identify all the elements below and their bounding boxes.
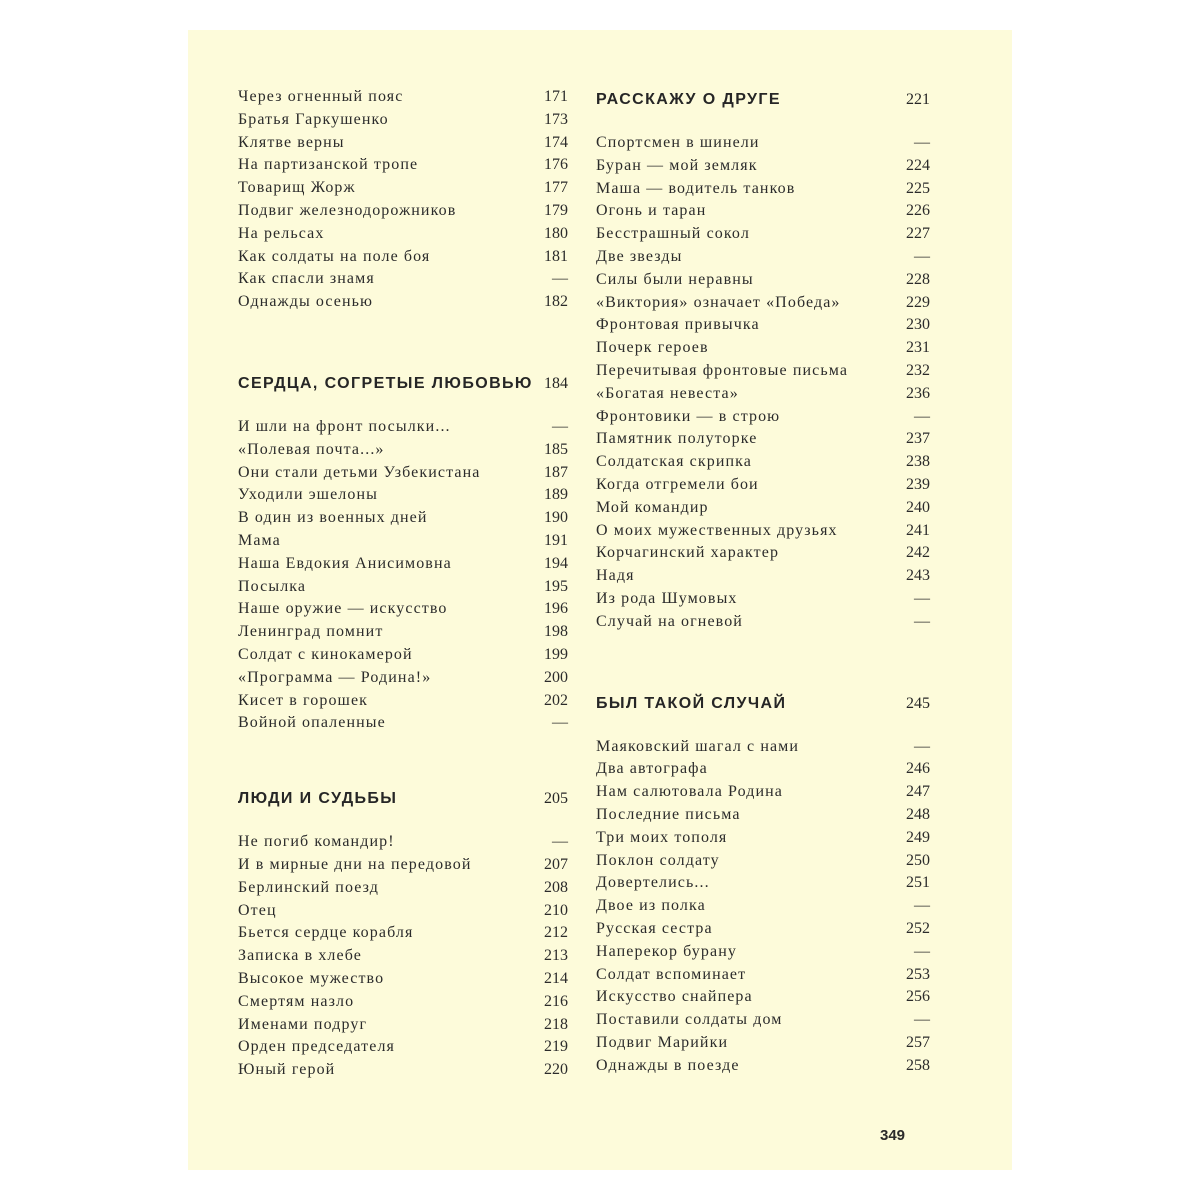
page-ref: 249 (906, 828, 930, 846)
page-ref: 221 (906, 91, 930, 108)
page-ref: 213 (544, 947, 568, 965)
page-ref: 245 (906, 694, 930, 712)
entry-title: Почерк героев (596, 339, 709, 357)
section-gap (596, 636, 930, 692)
page-ref: 246 (906, 760, 930, 778)
page-ref: 216 (544, 992, 568, 1010)
toc-entry (238, 833, 568, 850)
page-ref: 180 (544, 224, 568, 242)
toc-entry (238, 134, 568, 151)
toc-entry (596, 544, 930, 561)
entry-title: Через огненный пояс (238, 88, 404, 105)
page-ref: 247 (906, 783, 930, 801)
section-gap (238, 737, 568, 787)
toc-entry (596, 988, 930, 1005)
page-ref: 224 (906, 156, 930, 174)
entry-title: Они стали детьми Узбекистана (238, 463, 481, 481)
entry-title: Спортсмен в шинели (596, 134, 760, 151)
entry-title: Солдатская скрипка (596, 453, 752, 471)
page-ref: 225 (906, 179, 930, 197)
entry-title: Маяковский шагал с нами (596, 737, 800, 755)
page-ref: 205 (544, 790, 568, 808)
toc-entry (596, 202, 930, 219)
entry-title: Три моих тополя (596, 828, 728, 846)
toc-entry (238, 902, 568, 919)
page-ref: — (552, 833, 568, 851)
toc-section-heading (596, 692, 930, 715)
page-ref: — (914, 407, 930, 425)
toc-entry (596, 567, 930, 584)
page-ref: 231 (906, 339, 930, 357)
toc-entry (596, 499, 930, 516)
page-ref: 220 (544, 1061, 568, 1079)
page-ref: 257 (906, 1033, 930, 1051)
entry-title: Два автографа (596, 760, 708, 778)
page-ref: 199 (544, 645, 568, 663)
entry-title: Маша — водитель танков (596, 179, 796, 197)
toc-section-heading (238, 372, 568, 395)
page-ref: — (914, 612, 930, 630)
entry-title: И в мирные дни на передовой (238, 855, 472, 873)
entry-title: Записка в хлебе (238, 947, 362, 965)
page-ref: 200 (544, 668, 568, 686)
entry-title: Перечитывая фронтовые письма (596, 361, 849, 379)
toc-entry (596, 613, 930, 630)
page-ref: 248 (906, 805, 930, 823)
toc-entry (596, 476, 930, 493)
page-ref: 239 (906, 475, 930, 493)
toc-entry (238, 879, 568, 896)
page-number: 349 (880, 1127, 906, 1144)
page-ref: 258 (906, 1056, 930, 1074)
page-ref: 173 (544, 110, 568, 128)
page-ref: 176 (544, 156, 568, 174)
page-ref: 174 (544, 133, 568, 151)
page-ref: 179 (544, 201, 568, 219)
toc-entry (238, 924, 568, 941)
toc-entry (238, 464, 568, 481)
entry-title: Товарищ Жорж (238, 179, 356, 197)
page-ref: — (914, 737, 930, 755)
toc-entry (596, 157, 930, 174)
toc-entry (238, 111, 568, 128)
toc-entry (596, 430, 930, 447)
entry-title: В один из военных дней (238, 509, 428, 527)
entry-title: Мой командир (596, 498, 709, 516)
section-title: ЛЮДИ И СУДЬБЫ (238, 790, 398, 808)
section-gap (238, 316, 568, 372)
entry-title: Однажды осенью (238, 293, 374, 311)
page-ref: 242 (906, 544, 930, 562)
page-ref: 230 (906, 316, 930, 334)
page-ref: — (914, 247, 930, 265)
toc-column-left (238, 88, 568, 1084)
page-ref: 240 (906, 498, 930, 516)
entry-title: Случай на огневой (596, 612, 743, 630)
page-ref: 238 (906, 453, 930, 471)
page-ref: 191 (544, 531, 568, 549)
toc-entry (596, 225, 930, 242)
toc-entry (596, 385, 930, 402)
page-ref: 214 (544, 969, 568, 987)
entry-title: Именами подруг (238, 1015, 368, 1033)
page-ref: 181 (544, 247, 568, 265)
toc-entry (238, 156, 568, 173)
page-ref: 212 (544, 924, 568, 942)
toc-entry (596, 453, 930, 470)
toc-entry (238, 202, 568, 219)
entry-title: «Богатая невеста» (596, 384, 739, 402)
page-ref: 256 (906, 988, 930, 1006)
toc-entry (596, 1011, 930, 1028)
page-ref: 190 (544, 509, 568, 527)
toc-entry (596, 806, 930, 823)
page-ref: 185 (544, 440, 568, 458)
entry-title: Памятник полуторке (596, 430, 758, 448)
entry-title: О моих мужественных друзьях (596, 521, 838, 539)
toc-entry (238, 486, 568, 503)
entry-title: «Полевая почта...» (238, 440, 385, 458)
page-ref: 237 (906, 430, 930, 448)
page-ref: 243 (906, 567, 930, 585)
entry-title: Буран — мой земляк (596, 156, 758, 174)
entry-title: На рельсах (238, 224, 325, 242)
toc-entry (238, 578, 568, 595)
entry-title: Бьется сердце корабля (238, 924, 414, 942)
entry-title: Юный герой (238, 1061, 336, 1079)
entry-title: Братья Гаркушенко (238, 110, 389, 128)
entry-title: На партизанской тропе (238, 156, 419, 174)
entry-title: Высокое мужество (238, 969, 385, 987)
entry-title: Орден председателя (238, 1038, 395, 1056)
toc-entry (238, 270, 568, 287)
entry-title: Подвиг Марийки (596, 1033, 729, 1051)
page-ref: — (914, 897, 930, 915)
page-ref: 207 (544, 855, 568, 873)
entry-title: Мама (238, 531, 281, 549)
entry-title: Войной опаленные (238, 714, 386, 732)
toc-entry (596, 783, 930, 800)
toc-entry (238, 856, 568, 873)
entry-title: Две звезды (596, 247, 683, 265)
toc-entry (596, 134, 930, 151)
entry-title: «Программа — Родина!» (238, 668, 432, 686)
toc-entry (238, 88, 568, 105)
entry-title: Кисет в горошек (238, 691, 369, 709)
toc-entry (238, 179, 568, 196)
toc-entry (238, 441, 568, 458)
page-ref: 210 (544, 901, 568, 919)
entry-title: Как спасли знамя (238, 270, 375, 288)
toc-entry (596, 852, 930, 869)
entry-title: Наперекор бурану (596, 942, 737, 960)
entry-title: Двое из полка (596, 897, 706, 915)
toc-entry (596, 966, 930, 983)
entry-title: «Виктория» означает «Победа» (596, 293, 841, 311)
page-ref: 219 (544, 1038, 568, 1056)
book-page (188, 30, 1012, 1170)
entry-title: И шли на фронт посылки... (238, 417, 451, 435)
page-ref: 198 (544, 623, 568, 641)
page-ref: — (552, 417, 568, 435)
page-ref: 177 (544, 179, 568, 197)
page-ref: 182 (544, 293, 568, 311)
toc-entry (238, 1016, 568, 1033)
page-ref: 195 (544, 577, 568, 595)
toc-entry (596, 408, 930, 425)
page-ref: — (552, 270, 568, 288)
entry-title: Как солдаты на поле боя (238, 247, 431, 265)
page-ref: 194 (544, 554, 568, 572)
entry-title: Поклон солдату (596, 851, 720, 869)
toc-entry (596, 920, 930, 937)
toc-column-right (596, 88, 930, 1079)
page-ref: 252 (906, 919, 930, 937)
toc-entry (596, 294, 930, 311)
toc-entry (596, 874, 930, 891)
page-ref: 187 (544, 463, 568, 481)
toc-section-heading (238, 787, 568, 810)
toc-entry (596, 522, 930, 539)
toc-entry (238, 1061, 568, 1078)
toc-entry (238, 509, 568, 526)
entry-title: Посылка (238, 577, 307, 595)
entry-title: Надя (596, 567, 635, 585)
entry-title: Наше оружие — искусство (238, 600, 448, 618)
page-ref: — (552, 714, 568, 732)
toc-entry (238, 970, 568, 987)
page-ref: 171 (544, 88, 568, 105)
page-ref: 184 (544, 374, 568, 392)
page-ref: 208 (544, 878, 568, 896)
toc-section-heading (596, 88, 930, 111)
toc-entry (596, 316, 930, 333)
entry-title: Фронтовая привычка (596, 316, 760, 334)
entry-title: Наша Евдокия Анисимовна (238, 554, 452, 572)
page-ref: 189 (544, 486, 568, 504)
toc-entry (596, 1034, 930, 1051)
entry-title: Клятве верны (238, 133, 345, 151)
entry-title: Бесстрашный сокол (596, 225, 750, 243)
toc-entry (238, 692, 568, 709)
entry-title: Солдат вспоминает (596, 965, 747, 983)
entry-title: Искусство снайпера (596, 988, 753, 1006)
entry-title: Силы были неравны (596, 270, 754, 288)
toc-entry (596, 829, 930, 846)
entry-title: Последние письма (596, 805, 741, 823)
toc-entry (238, 993, 568, 1010)
entry-title: Довертелись... (596, 874, 710, 892)
entry-title: Фронтовики — в строю (596, 407, 781, 425)
entry-title: Корчагинский характер (596, 544, 780, 562)
toc-entry (596, 897, 930, 914)
toc-entry (238, 947, 568, 964)
toc-entry (596, 738, 930, 755)
entry-title: Нам салютовала Родина (596, 783, 784, 801)
entry-title: Поставили солдаты дом (596, 1011, 783, 1029)
entry-title: Не погиб командир! (238, 833, 395, 851)
page-ref: 236 (906, 384, 930, 402)
toc-entry (238, 225, 568, 242)
toc-entry (596, 339, 930, 356)
entry-title: Из рода Шумовых (596, 589, 738, 607)
toc-entry (238, 623, 568, 640)
entry-title: Солдат с кинокамерой (238, 645, 413, 663)
page-ref: 241 (906, 521, 930, 539)
toc-entry (596, 180, 930, 197)
page-ref: 253 (906, 965, 930, 983)
page-ref: 228 (906, 270, 930, 288)
page-ref: 218 (544, 1015, 568, 1033)
section-title: СЕРДЦА, СОГРЕТЫЕ ЛЮБОВЬЮ (238, 374, 533, 392)
page-ref: — (914, 1011, 930, 1029)
toc-entry (238, 1038, 568, 1055)
entry-title: Берлинский поезд (238, 878, 380, 896)
toc-entry (596, 362, 930, 379)
entry-title: Когда отгремели бои (596, 475, 759, 493)
toc-entry (596, 943, 930, 960)
page-ref: — (914, 589, 930, 607)
toc-entry (596, 590, 930, 607)
entry-title: Отец (238, 901, 277, 919)
page-ref: 226 (906, 202, 930, 220)
page-ref: 229 (906, 293, 930, 311)
toc-entry (238, 646, 568, 663)
page-ref: 250 (906, 851, 930, 869)
toc-entry (238, 248, 568, 265)
toc-entry (596, 1057, 930, 1074)
page-ref: 251 (906, 874, 930, 892)
toc-entry (238, 669, 568, 686)
entry-title: Однажды в поезде (596, 1056, 740, 1074)
section-title: РАССКАЖУ О ДРУГЕ (596, 91, 781, 108)
section-title: БЫЛ ТАКОЙ СЛУЧАЙ (596, 694, 787, 712)
toc-entry (596, 271, 930, 288)
entry-title: Смертям назло (238, 992, 355, 1010)
toc-entry (596, 760, 930, 777)
toc-entry (596, 248, 930, 265)
toc-entry (238, 532, 568, 549)
page-ref: 232 (906, 361, 930, 379)
toc-entry (238, 555, 568, 572)
toc-entry (238, 418, 568, 435)
entry-title: Уходили эшелоны (238, 486, 378, 504)
entry-title: Ленинград помнит (238, 623, 384, 641)
entry-title: Огонь и таран (596, 202, 707, 220)
toc-entry (238, 714, 568, 731)
page-ref: 227 (906, 225, 930, 243)
page-ref: 202 (544, 691, 568, 709)
page-ref: — (914, 942, 930, 960)
page-ref: 196 (544, 600, 568, 618)
entry-title: Подвиг железнодорожников (238, 201, 457, 219)
toc-entry (238, 293, 568, 310)
toc-entry (238, 600, 568, 617)
page-ref: — (914, 134, 930, 151)
entry-title: Русская сестра (596, 919, 713, 937)
